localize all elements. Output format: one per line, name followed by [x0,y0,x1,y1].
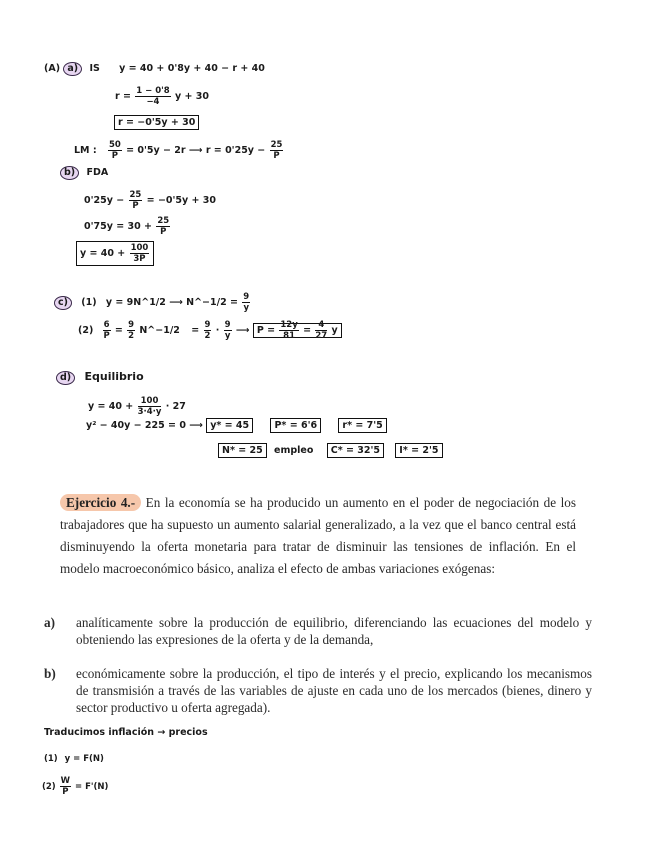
part-c-line-1-fraction [242,292,250,313]
part-c-line-1-num: 9 [243,292,250,302]
part-c-line-1-tag: (1) [81,297,97,308]
part-c-boxed-result [253,320,342,341]
result-n-box: N* = 25 [218,443,267,458]
exercise-item-a [44,614,592,648]
exercise-item-a-text: analíticamente sobre la producción de equilibrio, diferenciando las ecuaciones del modelo y obteniendo las expresiones de la oferta y de la demanda, [76,615,592,647]
fda-line-1-fraction [129,190,143,211]
notes-2-line-2-num: W [60,776,71,786]
fda-line-1-prefix: 0'25y − [84,195,125,206]
is-equation: y = 40 + 0'8y + 40 − r + 40 [119,63,265,74]
part-c-box-eq: = [303,325,312,336]
lm-result-num: 25 [270,140,283,150]
lm-equation-line [74,140,284,161]
part-c-frac-d [224,320,232,341]
notes-2-line-2-tag: (2) [42,782,56,792]
part-c-box-den-1: 81 [283,331,295,341]
part-c-frac-c-den: 2 [204,331,211,341]
exercise-body: En la economía se ha producido un aumento en el poder de negociación de los trabajadores que ha supuesto un aumento salarial generalizado, a la vez que el banco central está disminuyendo la oferta monetaria para tratar de disminuir las tensiones de inflación. En el modelo macroeconómico básico, analiza el efecto de ambas variaciones exógenas: [60,495,576,576]
part-c-frac-b-suffix: N^−1/2 [139,325,180,336]
is-equation-line [44,62,265,76]
part-c-frac-c [204,320,212,341]
r-fraction-den: −4 [146,97,160,107]
exercise-item-a-label: a) [44,615,55,630]
lm-result-prefix: r = 0'25y − [205,145,266,156]
fda-line-2-num: 25 [157,216,170,226]
exercise-item-b-label: b) [44,666,56,681]
fda-line-1 [84,190,216,211]
notes-2-title: Traducimos inflación → precios [44,727,208,738]
fda-line-2-den: P [160,227,167,237]
lm-equation-mid: = 0'5y − 2r [126,145,186,156]
equilibrio-line-3 [218,445,443,456]
part-c-frac-b-num: 9 [128,320,135,330]
equilibrio-quadratic: y² − 40y − 225 = 0 [86,420,186,431]
part-a-label: (A) [44,63,61,74]
equilibrio-line-1-den: 3·4·y [137,407,162,417]
part-c-box-frac-2 [315,320,327,341]
fda-line-2-prefix: 0'75y = 30 + [84,221,152,232]
exercise-title: Ejercicio 4.- [60,494,141,511]
is-label: IS [89,63,100,74]
part-c-line-1-eq: y = 9N^1/2 [105,297,166,308]
result-c-box: C* = 32'5 [327,443,384,458]
part-c-frac-c-num: 9 [204,320,211,330]
part-c-eq-sign-1: = [114,325,123,336]
fda-box-den: 3P [133,254,146,264]
equilibrio-line-1-prefix: y = 40 + [88,401,134,412]
part-c-eq-sign-2: = [191,325,200,336]
fda-line-1-suffix: = −0'5y + 30 [146,195,217,206]
part-c-dot: · [215,325,220,336]
r-equation-line [115,86,209,107]
part-d-title: Equilibrio [84,370,144,383]
exercise-item-b [44,665,592,716]
part-c-label: c) [54,296,72,310]
lm-result-den: P [273,151,280,161]
notes-2-line-1 [44,754,104,764]
part-c-frac-b-den: 2 [128,331,135,341]
fda-line-1-den: P [132,201,139,211]
part-c-box-den-2: 27 [315,331,328,341]
part-c-line-2 [78,320,342,341]
part-c-frac-d-den: y [224,331,231,341]
notes-2-line-2-fraction [60,776,71,797]
equilibrio-line-2 [86,420,387,431]
part-c-frac-a-num: 6 [103,320,110,330]
arrow-icon: ⟶ [188,145,203,156]
fda-box-num: 100 [130,243,149,253]
equilibrio-line-1 [88,396,186,417]
r-equation-prefix: r = [115,91,131,102]
fda-box-prefix: y = 40 + [80,248,126,259]
fda-line-1-num: 25 [129,190,142,200]
equilibrio-line-1-suffix: · 27 [165,401,186,412]
part-c-box-suffix: y [331,325,338,336]
equilibrio-line-1-num: 100 [138,396,162,407]
arrow-icon: ⟶ [235,325,250,336]
part-c-frac-b [127,320,135,341]
exercise-statement [60,492,576,580]
part-c-line-1 [54,292,251,313]
result-y-box: y* = 45 [206,418,253,433]
lm-fraction-num: 50 [108,140,121,150]
fda-boxed-result [76,241,154,266]
lm-fraction-den: P [111,151,118,161]
part-c-line-1-den: y [243,303,250,313]
exercise-item-b-text: económicamente sobre la producción, el tipo de interés y el precio, explicando los mecanismos de transmisión a través de las variables de ajuste en cada uno de los mercados (bienes, dinero y sector productivo u oferta agregada). [76,666,592,715]
fda-line-2 [84,216,171,237]
part-b-heading [60,166,108,180]
notes-2-line-2-den: P [62,787,69,797]
r-fraction-num: 1 − 0'8 [136,86,170,96]
arrow-icon: ⟶ [189,420,203,431]
notes-2-line-1-eq: y = F(N) [64,754,104,764]
empleo-label: empleo [274,445,314,456]
part-c-box-num-2: 4 [315,320,327,331]
part-c-frac-a [103,320,111,341]
notes-2-line-2 [42,776,108,797]
lm-fraction [108,140,122,161]
result-p-box: P* = 6'6 [270,418,321,433]
part-c-line-2-tag: (2) [78,325,94,336]
equilibrio-line-1-fraction [138,396,162,417]
part-c-box-prefix: P = [256,325,276,336]
r-fraction [135,86,170,107]
lm-result-fraction [270,140,284,161]
fda-box-fraction [130,243,150,264]
result-r-box: r* = 7'5 [338,418,386,433]
fda-line-2-fraction [156,216,170,237]
r-equation-suffix: y + 30 [174,91,209,102]
arrow-icon: ⟶ [169,297,183,308]
result-i-box: I* = 2'5 [395,443,442,458]
part-c-line-1-result: N^−1/2 = [186,297,238,308]
part-d-heading [56,370,144,385]
notes-2-line-2-suffix: = F'(N) [75,782,109,792]
part-c-box-num-1: 12y [280,320,298,330]
part-a-sub-label: a) [63,62,82,76]
part-c-frac-a-den: P [103,331,110,341]
lm-label: LM : [74,145,97,156]
r-boxed-result: r = −0'5y + 30 [114,115,199,130]
part-b-title: FDA [86,167,109,178]
notes-2-line-1-tag: (1) [44,754,58,764]
part-b-label: b) [60,166,79,180]
part-d-label: d) [56,371,75,385]
part-c-box-frac-1 [279,320,298,341]
part-c-frac-d-num: 9 [224,320,231,330]
